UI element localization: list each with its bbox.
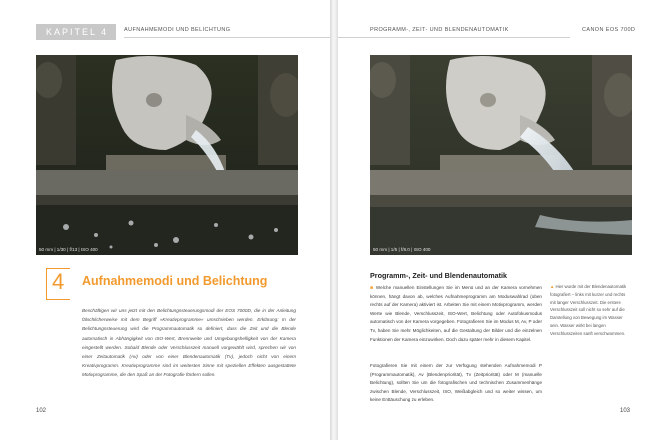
running-head-right-title: CANON EOS 700D (582, 27, 636, 33)
left-page (0, 0, 330, 440)
intro-paragraph: Beschäftigen wir uns jetzt mit den Belichtungssteuerungsmodi der EOS 7000D, die in der Anleitung fälschlicherweise mit dem Begriff »Kreativprogramme« umschrieben werden. Erklärung: In der Belichtungssteuerung wird die Programmautomatik so definiert, dass die Zeit und die Blende automatisch in Abhängigkeit von ISO-Wert, Brennweite und Umgebungshelligkeit von der Kamera eingestellt werden. Sobald Blende oder Verschlusszeit manuell vorgewählt wird, sprechen wir von einer Zeitautomatik (Av) oder von einer Blendenautomatik (Tv), jedoch nicht von einem Kreativprogramm. Kreativprogramme sind im weitesten Sinne mit speziellen Effekten ausgestattete Motivprogramme, die den Spaß an der Fotografie fördern sollen. (82, 308, 296, 378)
chapter-number: 4 (52, 269, 65, 294)
running-head-right: PROGRAMM-, ZEIT- UND BLENDENAUTOMATIK (370, 27, 509, 33)
chapter-tab: KAPITEL 4 (36, 24, 116, 40)
photo-fountain-long-exposure (370, 55, 632, 255)
page-number-right: 103 (620, 408, 631, 414)
chapter-title: Aufnahmemodi und Belichtung (82, 274, 268, 288)
bullet-square-icon: ■ (370, 285, 374, 291)
book-gutter (330, 0, 338, 440)
photo-caption-left: 50 mm | 1/30 | f/13 | ISO 400 (39, 247, 98, 252)
photo-fountain-short-exposure (36, 55, 298, 255)
running-head-left: AUFNAHMEMODI UND BELICHTUNG (124, 27, 231, 33)
photo-caption-right: 50 mm | 1/5 | f/8.0 | ISO 400 (373, 247, 431, 252)
header-rule (124, 37, 330, 38)
body-paragraph-1 (370, 284, 542, 344)
page-number-left: 102 (36, 408, 47, 414)
side-note (550, 283, 630, 338)
side-note-text: Hier wurde mit der Blendenautomatik fotografiert – links mit kurzer und rechts mit langer Verschlusszeit. Die erstere Verschlusszeit soll nicht so sehr auf die Darstellung von Bewegung im Wasser sein. Wasser wirkt bei langen Verschlusszeiten sanft verschwommen. (550, 284, 627, 336)
right-page (338, 0, 668, 440)
body-paragraph-2: Fotografieren Sie mit einem der zur Verfügung stehenden Aufnahmemodi P (Programmautomatik), Av (Blendenpriorität), Tv (Zeitpriorität) oder M (manuelle Belichtung), sollten Sie um die fotografischen und technischen Zusammenhänge zwischen Blende, Verschlusszeit, ISO, Weißabgleich und so weiter wissen, um keine Enttäuschung zu erleben. (370, 363, 542, 403)
triangle-marker-icon: ▲ (550, 284, 555, 289)
section-heading: Programm-, Zeit- und Blendenautomatik (370, 271, 507, 280)
header-rule-right (338, 37, 570, 38)
paragraph-1-text: Welche manuellen Einstellungen Sie im Menü und an der Kamera vornehmen können, hängt davon ab, welches Aufnahmeprogramm am Moduswahlrad (oben rechts auf der Kamera) aktiviert ist. Arbeiten Sie mit einem Motivprogramm, werden Werte wie Blende, Verschlusszeit, ISO-Wert, Belichtung oder Autofokusmodus automatisch von der Kamera vorgegeben. Fotografieren Sie im Modus M, Av, P oder Tv, haben Sie mehr Möglichkeiten, auf die Gestaltung der Bilder und die einzelnen Funktionen der Kamera einzuwirken. Doch dazu später mehr in diesem Kapitel. (370, 285, 542, 342)
